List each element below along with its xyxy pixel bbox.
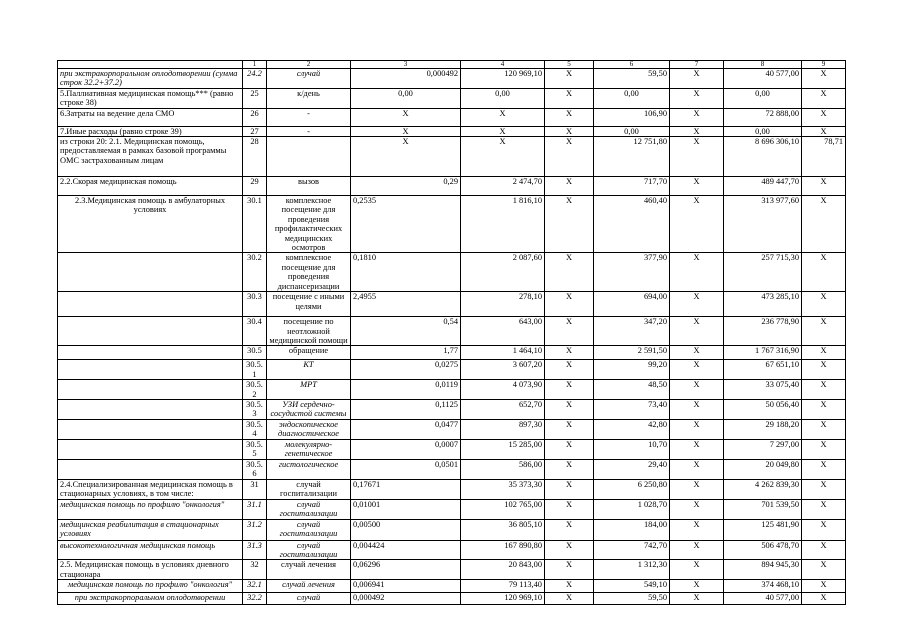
table-cell: 0,54: [351, 317, 461, 346]
table-cell: 278,10: [461, 292, 545, 317]
table-cell: -: [267, 126, 351, 136]
table-cell: молекулярно-генетическое: [267, 439, 351, 459]
header-cell: 9: [802, 61, 846, 69]
table-cell: X: [545, 346, 594, 360]
table-cell: 701 539,50: [724, 499, 802, 519]
column-number-row: [58, 61, 846, 69]
table-cell: X: [545, 519, 594, 540]
header-cell: 6: [594, 61, 670, 69]
table-cell: 7.Иные расходы (равно строке 39): [58, 126, 243, 136]
table-row: [58, 253, 846, 292]
table-cell: 473 285,10: [724, 292, 802, 317]
table-cell: X: [670, 580, 724, 593]
table-cell: X: [545, 479, 594, 499]
table-cell: X: [670, 253, 724, 292]
table-cell: X: [545, 580, 594, 593]
table-row: [58, 292, 846, 317]
table-cell: 0,00500: [351, 519, 461, 540]
table-cell: X: [670, 540, 724, 560]
table-cell: 25: [243, 88, 267, 108]
table-cell: X: [802, 253, 846, 292]
table-cell: случай лечения: [267, 580, 351, 593]
table-cell: 0,006941: [351, 580, 461, 593]
table-cell: комплексное посещение для проведения профилактических медицинских осмотров: [267, 196, 351, 253]
table-cell: X: [545, 69, 594, 89]
table-cell: X: [545, 439, 594, 459]
header-cell: 8: [724, 61, 802, 69]
table-cell: X: [802, 499, 846, 519]
table-cell: X: [802, 593, 846, 605]
table-cell: 1 464,10: [461, 346, 545, 360]
table-cell: 489 447,70: [724, 177, 802, 196]
table-cell: X: [545, 499, 594, 519]
table-cell: 377,90: [594, 253, 670, 292]
table-cell: 167 890,80: [461, 540, 545, 560]
table-cell: медицинская помощь по профилю "онкология": [58, 499, 243, 519]
table-cell: 30.3: [243, 292, 267, 317]
table-cell: 31: [243, 479, 267, 499]
table-cell: X: [670, 346, 724, 360]
header-cell: 3: [351, 61, 461, 69]
table-cell: X: [545, 108, 594, 126]
table-cell: при экстракорпоральном оплодотворении (сумма строк 32.2+37.2): [58, 69, 243, 89]
table-row: [58, 459, 846, 479]
table-cell: X: [670, 560, 724, 580]
table-cell: посещение по неотложной медицинской помощи: [267, 317, 351, 346]
table-cell: X: [670, 459, 724, 479]
table-cell: 347,20: [594, 317, 670, 346]
table-cell: 1,77: [351, 346, 461, 360]
table-cell: случай госпитализации: [267, 519, 351, 540]
table-cell: 0,0477: [351, 419, 461, 439]
table-cell: X: [545, 253, 594, 292]
table-cell: 120 969,10: [461, 593, 545, 605]
table-cell: X: [545, 399, 594, 419]
table-cell: [58, 399, 243, 419]
table-cell: X: [670, 69, 724, 89]
table-cell: X: [802, 540, 846, 560]
table-cell: 6.Затраты на ведение дела СМО: [58, 108, 243, 126]
table-cell: медицинская помощь по профилю "онкология": [58, 580, 243, 593]
table-cell: X: [545, 196, 594, 253]
table-cell: 0,00: [461, 88, 545, 108]
header-cell: 4: [461, 61, 545, 69]
table-cell: 0,29: [351, 177, 461, 196]
table-cell: 59,50: [594, 69, 670, 89]
table-cell: 20 049,80: [724, 459, 802, 479]
table-cell: X: [802, 292, 846, 317]
table-cell: 120 969,10: [461, 69, 545, 89]
table-cell: 2.3.Медицинская помощь в амбулаторных условиях: [58, 196, 243, 253]
table-cell: 40 577,00: [724, 593, 802, 605]
table-cell: X: [351, 137, 461, 177]
table-cell: 506 478,70: [724, 540, 802, 560]
table-row: [58, 108, 846, 126]
table-cell: [267, 137, 351, 177]
table-cell: X: [351, 126, 461, 136]
table-cell: X: [545, 560, 594, 580]
table-cell: X: [670, 292, 724, 317]
table-cell: 30.5.2: [243, 380, 267, 400]
table-cell: 67 651,10: [724, 360, 802, 380]
table-cell: 4 073,90: [461, 380, 545, 400]
table-row: [58, 126, 846, 136]
table-cell: X: [545, 360, 594, 380]
table-cell: X: [802, 196, 846, 253]
table-cell: X: [545, 593, 594, 605]
table-cell: 184,00: [594, 519, 670, 540]
table-cell: X: [802, 126, 846, 136]
table-row: [58, 540, 846, 560]
table-cell: X: [802, 439, 846, 459]
table-cell: 0,00: [594, 126, 670, 136]
table-cell: обращение: [267, 346, 351, 360]
table-row: [58, 317, 846, 346]
table-cell: 4 262 839,30: [724, 479, 802, 499]
table-cell: 50 056,40: [724, 399, 802, 419]
table-cell: 374 468,10: [724, 580, 802, 593]
table-cell: 2.2.Скорая медицинская помощь: [58, 177, 243, 196]
table-cell: случай госпитализации: [267, 479, 351, 499]
table-row: [58, 419, 846, 439]
table-cell: 2.4.Специализированная медицинская помощь в стационарных условиях, в том числе:: [58, 479, 243, 499]
table-cell: 0,0007: [351, 439, 461, 459]
table-cell: [58, 292, 243, 317]
table-cell: X: [802, 177, 846, 196]
table-cell: высокотехнологичная медицинская помощь: [58, 540, 243, 560]
table-cell: 24.2: [243, 69, 267, 89]
table-cell: 1 767 316,90: [724, 346, 802, 360]
table-cell: 0,17671: [351, 479, 461, 499]
table-cell: 15 285,00: [461, 439, 545, 459]
table-cell: 27: [243, 126, 267, 136]
table-cell: 33 075,40: [724, 380, 802, 400]
table-cell: 236 778,90: [724, 317, 802, 346]
table-cell: 125 481,90: [724, 519, 802, 540]
table-cell: 0,00: [351, 88, 461, 108]
table-cell: случай лечения: [267, 560, 351, 580]
table-cell: 0,004424: [351, 540, 461, 560]
table-cell: X: [545, 292, 594, 317]
table-cell: X: [802, 317, 846, 346]
table-cell: [58, 419, 243, 439]
table-cell: КТ: [267, 360, 351, 380]
table-cell: X: [802, 88, 846, 108]
table-cell: X: [670, 126, 724, 136]
table-cell: X: [461, 126, 545, 136]
table-cell: 8 696 306,10: [724, 137, 802, 177]
table-cell: X: [461, 137, 545, 177]
header-cell: 2: [267, 61, 351, 69]
table-cell: при экстракорпоральном оплодотворении: [58, 593, 243, 605]
table-cell: 0,01001: [351, 499, 461, 519]
table-cell: X: [802, 560, 846, 580]
table-row: [58, 346, 846, 360]
table-cell: 694,00: [594, 292, 670, 317]
table-cell: 1 028,70: [594, 499, 670, 519]
table-cell: 0,00: [724, 126, 802, 136]
table-cell: 0,000492: [351, 69, 461, 89]
table-cell: 643,00: [461, 317, 545, 346]
table-cell: случай госпитализации: [267, 540, 351, 560]
table-cell: 897,30: [461, 419, 545, 439]
table-cell: X: [351, 108, 461, 126]
table-cell: 2,4955: [351, 292, 461, 317]
table-cell: случай: [267, 69, 351, 89]
table-cell: 1 312,30: [594, 560, 670, 580]
table-cell: X: [802, 380, 846, 400]
table-cell: МРТ: [267, 380, 351, 400]
table-cell: 6 250,80: [594, 479, 670, 499]
table-cell: УЗИ сердечно-сосудистой системы: [267, 399, 351, 419]
table-cell: 10,70: [594, 439, 670, 459]
table-cell: X: [670, 108, 724, 126]
table-cell: 12 751,80: [594, 137, 670, 177]
table-cell: 72 888,00: [724, 108, 802, 126]
table-cell: X: [545, 540, 594, 560]
table-cell: 0,2535: [351, 196, 461, 253]
table-cell: 29 188,20: [724, 419, 802, 439]
table-cell: X: [670, 519, 724, 540]
table-cell: 0,1810: [351, 253, 461, 292]
table-cell: вызов: [267, 177, 351, 196]
table-cell: X: [802, 479, 846, 499]
table-cell: 742,70: [594, 540, 670, 560]
table-cell: 2 591,50: [594, 346, 670, 360]
table-cell: 32.2: [243, 593, 267, 605]
table-row: [58, 593, 846, 605]
table-cell: 30.5.5: [243, 439, 267, 459]
table-row: [58, 519, 846, 540]
table-cell: X: [545, 380, 594, 400]
table-cell: X: [802, 419, 846, 439]
table-cell: -: [267, 108, 351, 126]
table-row: [58, 88, 846, 108]
table-cell: X: [545, 177, 594, 196]
table-cell: 79 113,40: [461, 580, 545, 593]
table-cell: 36 805,10: [461, 519, 545, 540]
table-cell: 0,1125: [351, 399, 461, 419]
table-row: [58, 177, 846, 196]
table-cell: [58, 317, 243, 346]
table-cell: X: [802, 399, 846, 419]
table-cell: X: [461, 108, 545, 126]
table-cell: [58, 439, 243, 459]
table-cell: X: [802, 459, 846, 479]
table-row: [58, 499, 846, 519]
table-cell: 5.Паллиативная медицинская помощь*** (равно строке 38): [58, 88, 243, 108]
table-cell: 30.4: [243, 317, 267, 346]
table-cell: 1 816,10: [461, 196, 545, 253]
table-cell: комплексное посещение для проведения диспансеризации: [267, 253, 351, 292]
table-cell: 28: [243, 137, 267, 177]
table-cell: гистологическое: [267, 459, 351, 479]
table-cell: X: [545, 126, 594, 136]
table-cell: 102 765,00: [461, 499, 545, 519]
table-cell: 549,10: [594, 580, 670, 593]
table-cell: 30.5.4: [243, 419, 267, 439]
table-cell: X: [670, 137, 724, 177]
table-cell: X: [545, 137, 594, 177]
table-cell: X: [802, 69, 846, 89]
table-cell: X: [802, 580, 846, 593]
table-cell: X: [802, 346, 846, 360]
table-cell: 2.5. Медицинская помощь в условиях дневного стационара: [58, 560, 243, 580]
table-row: [58, 196, 846, 253]
table-cell: 32.1: [243, 580, 267, 593]
table-row: [58, 380, 846, 400]
table-cell: 0,0501: [351, 459, 461, 479]
table-cell: 59,50: [594, 593, 670, 605]
table-cell: 99,20: [594, 360, 670, 380]
table-row: [58, 137, 846, 177]
table-cell: 78,71: [802, 137, 846, 177]
table-cell: 35 373,30: [461, 479, 545, 499]
table-cell: X: [545, 88, 594, 108]
table-cell: X: [545, 459, 594, 479]
table-cell: [58, 360, 243, 380]
table-row: [58, 479, 846, 499]
table-cell: 31.3: [243, 540, 267, 560]
table-cell: 29,40: [594, 459, 670, 479]
table-cell: 460,40: [594, 196, 670, 253]
table-cell: X: [545, 317, 594, 346]
table-cell: 30.5.6: [243, 459, 267, 479]
table-cell: медицинская реабилитация в стационарных условиях: [58, 519, 243, 540]
table-cell: X: [802, 519, 846, 540]
table-cell: 30.5.3: [243, 399, 267, 419]
table-cell: X: [670, 380, 724, 400]
data-table: [57, 60, 846, 605]
header-cell: 7: [670, 61, 724, 69]
table-cell: посещение с иными целями: [267, 292, 351, 317]
table-cell: 0,0275: [351, 360, 461, 380]
table-cell: 3 607,20: [461, 360, 545, 380]
table-body: [58, 61, 846, 605]
table-cell: 73,40: [594, 399, 670, 419]
table-cell: X: [670, 399, 724, 419]
table-cell: 586,00: [461, 459, 545, 479]
table-cell: случай госпитализации: [267, 499, 351, 519]
table-cell: 31.1: [243, 499, 267, 519]
table-cell: 0,00: [594, 88, 670, 108]
table-row: [58, 560, 846, 580]
table-cell: 313 977,60: [724, 196, 802, 253]
table-cell: 32: [243, 560, 267, 580]
table-cell: X: [670, 439, 724, 459]
table-row: [58, 360, 846, 380]
table-cell: 29: [243, 177, 267, 196]
table-row: [58, 580, 846, 593]
table-cell: [58, 253, 243, 292]
table-cell: из строки 20: 2.1. Медицинская помощь, предоставляемая в рамках базовой программы ОМС застрахованным лицам: [58, 137, 243, 177]
table-cell: 652,70: [461, 399, 545, 419]
table-cell: 42,80: [594, 419, 670, 439]
table-row: [58, 69, 846, 89]
header-cell: [58, 61, 243, 69]
table-cell: 30.2: [243, 253, 267, 292]
table-cell: 2 474,70: [461, 177, 545, 196]
table-cell: эндоскопическое диагностическое: [267, 419, 351, 439]
table-cell: 20 843,00: [461, 560, 545, 580]
table-cell: X: [802, 108, 846, 126]
table-cell: 2 087,60: [461, 253, 545, 292]
table-cell: 40 577,00: [724, 69, 802, 89]
table-cell: 0,00: [724, 88, 802, 108]
table-cell: 30.1: [243, 196, 267, 253]
table-cell: 0,0119: [351, 380, 461, 400]
table-cell: 894 945,30: [724, 560, 802, 580]
table-cell: X: [670, 360, 724, 380]
table-cell: 0,000492: [351, 593, 461, 605]
table-cell: 717,70: [594, 177, 670, 196]
header-cell: 5: [545, 61, 594, 69]
table-cell: 48,50: [594, 380, 670, 400]
table-cell: X: [670, 177, 724, 196]
table-cell: X: [670, 419, 724, 439]
table-row: [58, 399, 846, 419]
table-cell: 257 715,30: [724, 253, 802, 292]
table-cell: к/день: [267, 88, 351, 108]
table-cell: 30.5: [243, 346, 267, 360]
table-cell: X: [670, 593, 724, 605]
table-cell: X: [670, 196, 724, 253]
table-cell: X: [670, 479, 724, 499]
table-cell: 106,90: [594, 108, 670, 126]
table-cell: 31.2: [243, 519, 267, 540]
table-cell: 26: [243, 108, 267, 126]
table-cell: X: [802, 360, 846, 380]
table-cell: 0,06296: [351, 560, 461, 580]
table-cell: X: [670, 88, 724, 108]
table-cell: [58, 346, 243, 360]
table-row: [58, 439, 846, 459]
header-cell: 1: [243, 61, 267, 69]
table-cell: X: [545, 419, 594, 439]
table-cell: 7 297,00: [724, 439, 802, 459]
table-cell: [58, 380, 243, 400]
table-cell: X: [670, 499, 724, 519]
table-cell: [58, 459, 243, 479]
table-cell: 30.5.1: [243, 360, 267, 380]
table-cell: X: [670, 317, 724, 346]
table-cell: случай: [267, 593, 351, 605]
